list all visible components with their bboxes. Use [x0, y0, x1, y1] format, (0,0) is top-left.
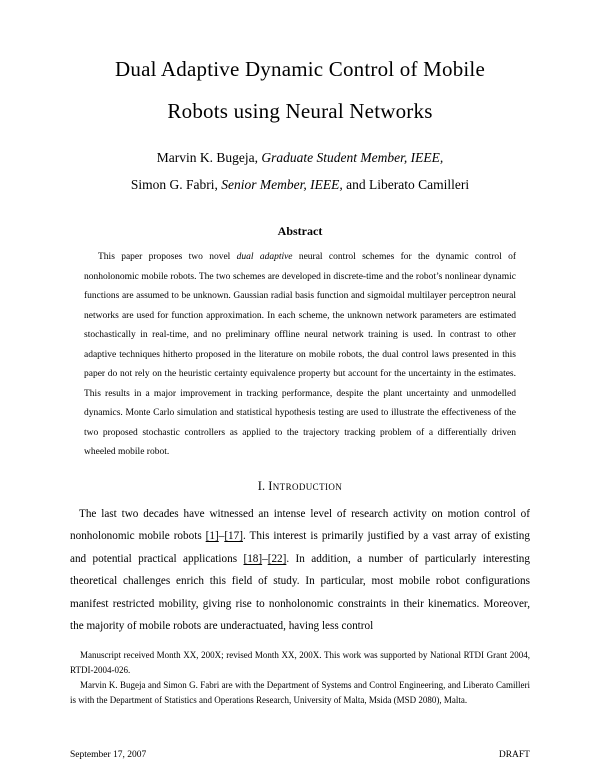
author-line-1 [70, 144, 530, 171]
title-line-1: Dual Adaptive Dynamic Control of Mobile [115, 57, 485, 81]
citation-ref-18[interactable]: [18] [243, 552, 263, 565]
footer-date: September 17, 2007 [70, 750, 147, 760]
abstract-segment-1: This paper proposes two novel [98, 252, 237, 262]
author-name-camilleri: and Liberato Camilleri [342, 177, 470, 192]
author-block [70, 144, 530, 198]
title-line-2: Robots using Neural Networks [167, 99, 433, 123]
section-title: Introduction [268, 478, 343, 493]
abstract-italic-phrase: dual adaptive [236, 252, 293, 262]
citation-ref-17[interactable]: [17] [224, 530, 243, 542]
author-name-fabri: Simon G. Fabri, [130, 177, 222, 192]
introduction-paragraph [70, 503, 530, 638]
section-heading-introduction [70, 479, 530, 494]
citation-ref-22[interactable]: [22] [267, 552, 287, 565]
footnote-manuscript: Manuscript received Month XX, 200X; revised Month XX, 200X. This work was supported by National RTDI Grant 2004, RTDI-2004-026. [70, 649, 530, 675]
citation-ref-1[interactable]: [1] [205, 530, 219, 542]
abstract-text [84, 248, 516, 463]
page-footer [70, 742, 530, 760]
author-name-bugeja: Marvin K. Bugeja, [156, 150, 262, 165]
author-line-2 [70, 171, 530, 198]
section-number: I. [257, 478, 266, 493]
citation-dash-2: – [262, 552, 268, 565]
author-membership-fabri: Senior Member, IEEE, [221, 177, 343, 192]
intro-segment-3: . In addition, a number of particularly interesting theoretical challenges enrich this field of study. In particular, most mobile robot configurations manifest restricted mobility, giving rise to nonholonomic constraints in their kinematics. Moreover, the majority of mobile robots are underactuated, having less control [70, 552, 530, 632]
author-membership-bugeja: Graduate Student Member, IEEE, [261, 150, 444, 165]
abstract-segment-2: neural control schemes for the dynamic control of nonholonomic mobile robots. The two schemes are developed in discrete-time and the robot’s nonlinear dynamic functions are assumed to be unknown. Gaussian radial basis function and sigmoidal multilayer perceptron neural networks are used for function approximation. In each scheme, the unknown network parameters are estimated stochastically in real-time, and no preliminary offline neural network training is used. In contrast to other adaptive techniques hitherto proposed in the literature on mobile robots, the dual control laws presented in this paper do not rely on the heuristic certainty equivalence property but account for the uncertainty in the estimates. This results in a major improvement in tracking performance, despite the plant uncertainty and unmodelled dynamics. Monte Carlo simulation and statistical hypothesis testing are used to illustrate the effectiveness of the two proposed stochastic controllers as applied to the trajectory tracking problem of a differentially driven wheeled mobile robot. [84, 252, 516, 457]
footer-draft-label: DRAFT [498, 750, 530, 760]
abstract-heading: Abstract [277, 224, 323, 238]
intro-segment-2: . This interest is primarily justified by a vast array of existing and potential practical applications [70, 530, 530, 565]
intro-segment-1: The last two decades have witnessed an intense level of research activity on motion control of nonholonomic mobile robots [70, 507, 530, 542]
citation-dash-1: – [218, 530, 225, 542]
footnote-block [70, 648, 530, 708]
paper-title [70, 48, 530, 132]
footnote-affiliation: Marvin K. Bugeja and Simon G. Fabri are with the Department of Systems and Control Engineering, and Liberato Camilleri is with the Department of Statistics and Operations Research, University of Malta, Msida (MSD 2080), Malta. [70, 679, 530, 705]
